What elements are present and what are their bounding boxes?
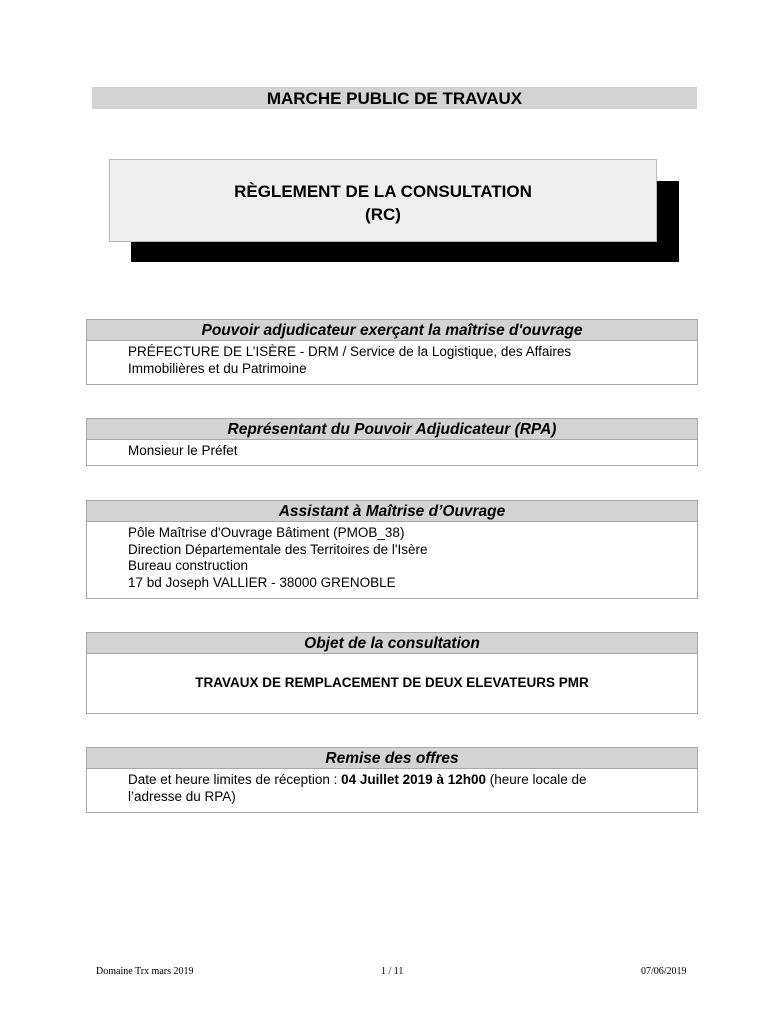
footer-left: Domaine Trx mars 2019	[96, 966, 194, 977]
section-body	[87, 769, 697, 805]
deadline-line-2: l’adresse du RPA)	[128, 788, 236, 804]
title-box	[109, 159, 657, 242]
section-line: PRÉFECTURE DE L’ISÈRE - DRM / Service de la Logistique, des Affaires	[128, 344, 572, 359]
deadline-date: 04 Juillet 2019 à 12h00	[341, 772, 486, 787]
document-title: RÈGLEMENT DE LA CONSULTATION	[234, 182, 532, 201]
section-line: Pôle Maîtrise d'Ouvrage Bâtiment (PMOB_38)	[128, 525, 405, 540]
section-line: Immobilières et du Patrimoine	[128, 360, 307, 376]
section-objet	[86, 632, 698, 714]
section-pouvoir-adjudicateur	[86, 319, 698, 385]
section-heading: Objet de la consultation	[87, 633, 697, 654]
section-body	[87, 654, 697, 692]
section-line: Monsieur le Préfet	[128, 443, 238, 458]
consultation-subject: TRAVAUX DE REMPLACEMENT DE DEUX ELEVATEURS PMR	[195, 675, 589, 690]
section-line: Direction Départementale des Territoires de l'Isère	[128, 541, 428, 557]
page-number: 1 / 11	[381, 966, 404, 977]
section-line: 17 bd Joseph VALLIER - 38000 GRENOBLE	[128, 574, 396, 590]
section-heading: Assistant à Maîtrise d’Ouvrage	[87, 501, 697, 522]
section-body	[87, 341, 697, 377]
section-assistant-moa	[86, 500, 698, 599]
section-heading: Représentant du Pouvoir Adjudicateur (RPA)	[87, 419, 697, 440]
document-banner: MARCHE PUBLIC DE TRAVAUX	[92, 87, 697, 109]
footer-date: 07/06/2019	[641, 966, 687, 977]
section-remise-offres	[86, 747, 698, 813]
section-heading: Pouvoir adjudicateur exerçant la maîtrise d'ouvrage	[87, 320, 697, 341]
section-representant	[86, 418, 698, 466]
deadline-note: (heure locale de	[485, 772, 587, 787]
section-body	[87, 522, 697, 591]
section-heading: Remise des offres	[87, 748, 697, 769]
document-title-abbrev: (RC)	[365, 205, 401, 224]
deadline-label: Date et heure limites de réception :	[128, 772, 342, 787]
section-line: Bureau construction	[128, 558, 249, 573]
section-body	[87, 440, 697, 460]
deadline-line	[128, 772, 697, 789]
